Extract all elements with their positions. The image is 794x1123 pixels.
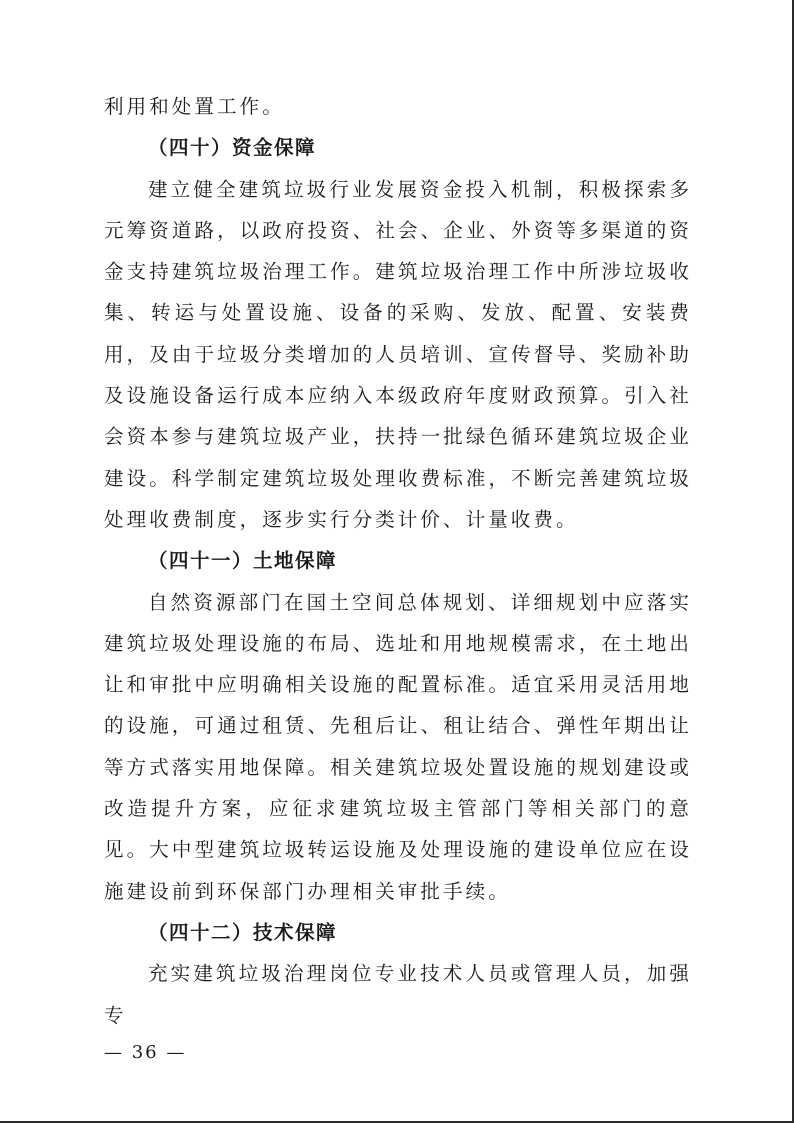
page-number: — 36 —	[104, 1042, 187, 1063]
section-body-land: 自然资源部门在国土空间总体规划、详细规划中应落实建筑垃圾处理设施的布局、选址和用地规模需求，在土地出让和审批中应明确相关设施的配置标准。适宜采用灵活用地的设施，可通过租赁、先租后让、租让结合、弹性年期出让等方式落实用地保障。相关建筑垃圾处置设施的规划建设或改造提升方案，应征求建筑垃圾主管部门等相关部门的意见。大中型建筑垃圾转运设施及处理设施的建设单位应在设施建设前到环保部门办理相关审批手续。	[104, 590, 692, 903]
section-heading-funding: （四十）资金保障	[148, 136, 317, 160]
section-body-technology: 充实建筑垃圾治理岗位专业技术人员或管理人员，加强专	[104, 962, 692, 1027]
section-heading-land: （四十一）土地保障	[148, 549, 338, 573]
section-heading-technology: （四十二）技术保障	[148, 920, 338, 944]
continuation-paragraph: 利用和处置工作。	[104, 95, 285, 118]
document-body	[104, 86, 692, 1036]
section-body-funding: 建立健全建筑垃圾行业发展资金投入机制，积极探索多元筹资道路，以政府投资、社会、企业、外资等多渠道的资金支持建筑垃圾治理工作。建筑垃圾治理工作中所涉垃圾收集、转运与处置设施、设备的采购、发放、配置、安装费用，及由于垃圾分类增加的人员培训、宣传督导、奖励补助及设施设备运行成本应纳入本级政府年度财政预算。引入社会资本参与建筑垃圾产业，扶持一批绿色循环建筑垃圾企业建设。科学制定建筑垃圾处理收费标准，不断完善建筑垃圾处理收费制度，逐步实行分类计价、计量收费。	[104, 177, 692, 531]
